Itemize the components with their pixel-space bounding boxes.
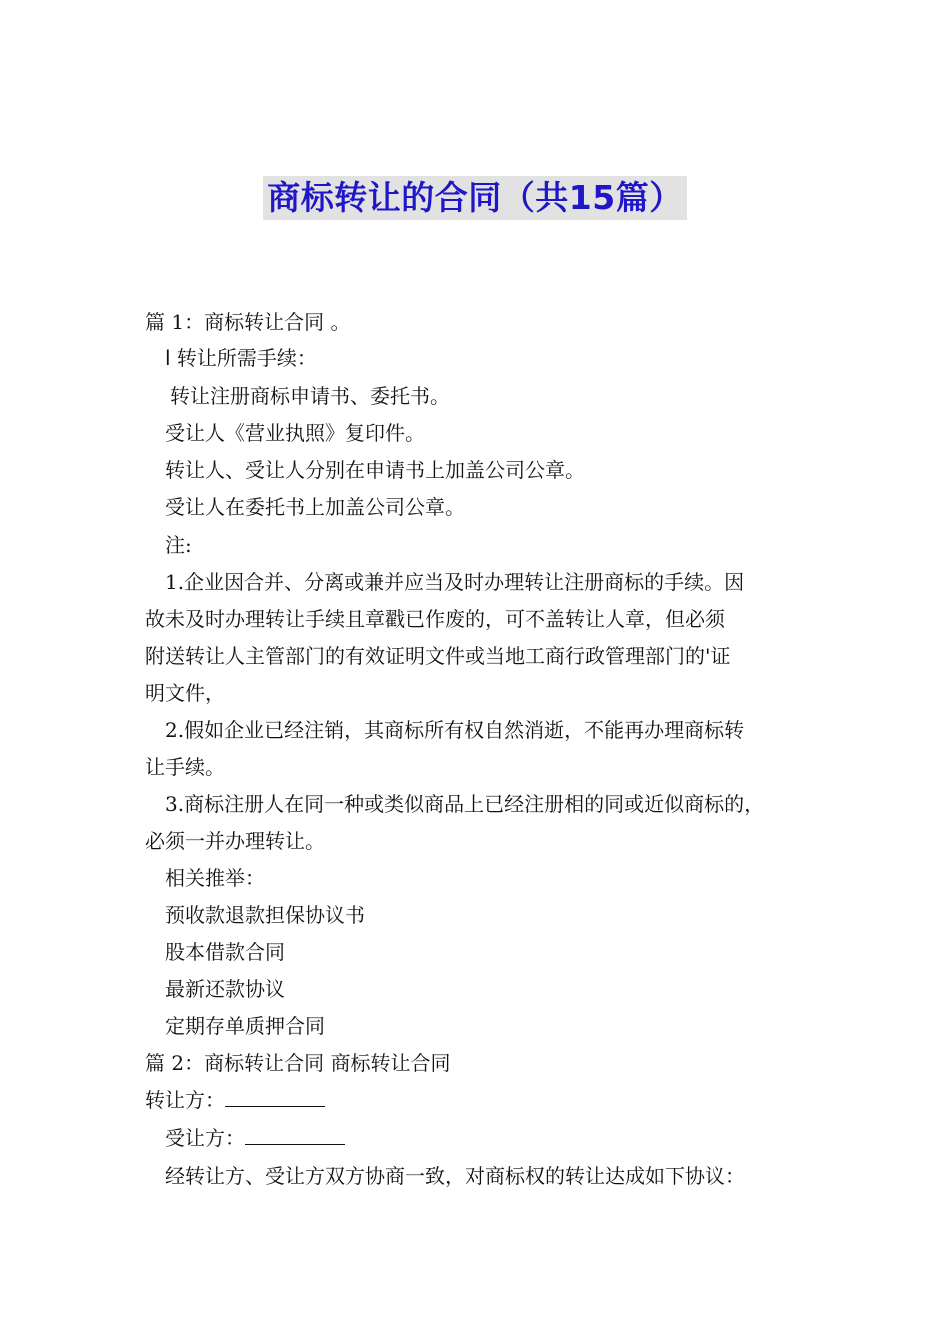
transferor-blank bbox=[225, 1088, 325, 1107]
transferee-blank bbox=[245, 1126, 345, 1145]
procedures-heading bbox=[165, 345, 317, 371]
section-1-heading: 篇 1：商标转让合同 。 bbox=[145, 310, 351, 334]
note-1-line: 1.企业因合并、分离或兼并应当及时办理转让注册商标的手续。因 bbox=[165, 570, 745, 594]
bullet-mark: l bbox=[165, 346, 171, 370]
transferee-row bbox=[165, 1125, 345, 1151]
note-2-line: 让手续。 bbox=[145, 755, 225, 779]
procedure-item: 转让人、受让人分别在申请书上加盖公司公章。 bbox=[165, 458, 585, 482]
procedure-item: 受让人《营业执照》复印件。 bbox=[165, 421, 425, 445]
document-title: 商标转让的合同（共15篇） bbox=[263, 176, 686, 220]
note-1-line: 明文件， bbox=[145, 681, 225, 705]
note-3-line: 3.商标注册人在同一种或类似商品上已经注册相的同或近似商标的， bbox=[165, 792, 765, 816]
title-wrap bbox=[0, 176, 950, 220]
related-link[interactable]: 定期存单质押合同 bbox=[165, 1014, 325, 1038]
transferor-row bbox=[145, 1087, 325, 1113]
related-link[interactable]: 股本借款合同 bbox=[165, 940, 285, 964]
note-1-line: 附送转让人主管部门的有效证明文件或当地工商行政管理部门的'证 bbox=[145, 644, 731, 668]
agreement-intro: 经转让方、受让方双方协商一致，对商标权的转让达成如下协议： bbox=[165, 1164, 745, 1188]
note-1-line: 故未及时办理转让手续且章戳已作废的，可不盖转让人章，但必须 bbox=[145, 607, 725, 631]
related-link[interactable]: 最新还款协议 bbox=[165, 977, 285, 1001]
procedure-item: 受让人在委托书上加盖公司公章。 bbox=[165, 495, 465, 519]
related-link[interactable]: 预收款退款担保协议书 bbox=[165, 903, 365, 927]
transferee-label: 受让方： bbox=[165, 1126, 245, 1150]
procedures-heading-text: 转让所需手续： bbox=[170, 346, 317, 370]
procedure-item: 转让注册商标申请书、委托书。 bbox=[170, 384, 450, 408]
note-2-line: 2.假如企业已经注销，其商标所有权自然消逝，不能再办理商标转 bbox=[165, 718, 745, 742]
note-label: 注: bbox=[165, 533, 192, 557]
transferor-label: 转让方： bbox=[145, 1088, 225, 1112]
note-3-line: 必须一并办理转让。 bbox=[145, 829, 325, 853]
related-label: 相关推举： bbox=[165, 866, 265, 890]
section-2-heading: 篇 2：商标转让合同 商标转让合同 bbox=[145, 1051, 451, 1075]
